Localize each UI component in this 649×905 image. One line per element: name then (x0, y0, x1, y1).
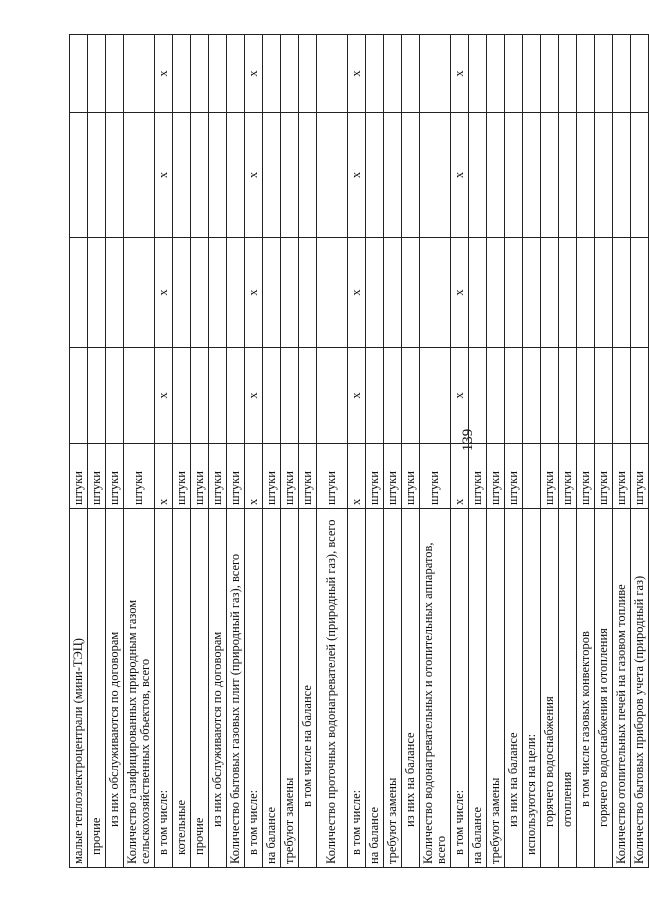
row-label: из них на балансе (505, 509, 523, 868)
unit-cell: штуки (263, 444, 281, 509)
value-cell (420, 238, 451, 348)
row-label: в том числе на балансе (299, 509, 317, 868)
table-row (402, 35, 420, 868)
value-cell (281, 113, 299, 238)
value-cell (88, 35, 106, 113)
table-row (595, 35, 613, 868)
value-cell: x (245, 35, 263, 113)
value-cell: x (348, 113, 366, 238)
value-cell (366, 348, 384, 444)
value-cell (124, 348, 155, 444)
value-cell (505, 113, 523, 238)
value-cell: x (245, 348, 263, 444)
rotated-table-container (69, 35, 646, 868)
value-cell (523, 238, 541, 348)
value-cell (263, 35, 281, 113)
row-label: Количество бытовых газовых плит (природный газ), всего (227, 509, 245, 868)
value-cell (577, 35, 595, 113)
row-label: Количество водонагревательных и отопительных аппаратов, всего (420, 509, 451, 868)
value-cell (227, 238, 245, 348)
row-label: отопления (559, 509, 577, 868)
value-cell (384, 348, 402, 444)
value-cell (173, 35, 191, 113)
table-row (613, 35, 631, 868)
row-label: требуют замены (281, 509, 299, 868)
value-cell (281, 348, 299, 444)
unit-cell: штуки (469, 444, 487, 509)
unit-cell: штуки (420, 444, 451, 509)
value-cell (613, 238, 631, 348)
value-cell (317, 113, 348, 238)
value-cell (487, 113, 505, 238)
value-cell (631, 238, 649, 348)
value-cell (613, 35, 631, 113)
table-row (227, 35, 245, 868)
value-cell (227, 35, 245, 113)
table-row (631, 35, 649, 868)
value-cell (366, 113, 384, 238)
table-row (541, 35, 559, 868)
unit-cell: штуки (402, 444, 420, 509)
value-cell (366, 238, 384, 348)
value-cell (263, 238, 281, 348)
value-cell (469, 35, 487, 113)
value-cell (106, 113, 124, 238)
value-cell: x (155, 348, 173, 444)
unit-cell: штуки (384, 444, 402, 509)
table-row (106, 35, 124, 868)
row-label: в том числе: (348, 509, 366, 868)
table-row (281, 35, 299, 868)
value-cell: x (348, 348, 366, 444)
table-row (577, 35, 595, 868)
value-cell: x (155, 113, 173, 238)
value-cell (384, 113, 402, 238)
row-label: используются на цели: (523, 509, 541, 868)
table-row (317, 35, 348, 868)
unit-cell: штуки (191, 444, 209, 509)
value-cell (420, 348, 451, 444)
value-cell (124, 113, 155, 238)
unit-cell: x (245, 444, 263, 509)
value-cell (366, 35, 384, 113)
unit-cell: штуки (505, 444, 523, 509)
value-cell (209, 113, 227, 238)
row-label: в том числе: (245, 509, 263, 868)
value-cell (173, 348, 191, 444)
row-label: Количество проточных водонагревателей (природный газ), всего (317, 509, 348, 868)
value-cell (70, 113, 88, 238)
value-cell (595, 113, 613, 238)
value-cell (317, 348, 348, 444)
row-label: горячего водоснабжения и отопления (595, 509, 613, 868)
table-row (469, 35, 487, 868)
value-cell (577, 113, 595, 238)
value-cell: x (451, 238, 469, 348)
row-label: из них на балансе (402, 509, 420, 868)
row-label: Количество газифицированных природным газом сельскохозяйственных объектов, всего (124, 509, 155, 868)
value-cell (559, 113, 577, 238)
value-cell (384, 35, 402, 113)
value-cell (299, 35, 317, 113)
value-cell (191, 348, 209, 444)
row-label: котельные (173, 509, 191, 868)
unit-cell: штуки (577, 444, 595, 509)
table-row (173, 35, 191, 868)
table-row (124, 35, 155, 868)
unit-cell: штуки (88, 444, 106, 509)
value-cell (595, 238, 613, 348)
value-cell (70, 35, 88, 113)
row-label: в том числе газовых конвекторов (577, 509, 595, 868)
value-cell (124, 35, 155, 113)
value-cell (420, 113, 451, 238)
value-cell (317, 35, 348, 113)
value-cell (227, 113, 245, 238)
table-row (245, 35, 263, 868)
row-label: прочие (88, 509, 106, 868)
value-cell (88, 238, 106, 348)
value-cell (487, 348, 505, 444)
row-label: требуют замены (384, 509, 402, 868)
value-cell (106, 238, 124, 348)
table-row (505, 35, 523, 868)
value-cell (173, 113, 191, 238)
value-cell (595, 35, 613, 113)
value-cell: x (348, 238, 366, 348)
table-row (523, 35, 541, 868)
unit-cell: штуки (541, 444, 559, 509)
value-cell (317, 238, 348, 348)
value-cell (191, 238, 209, 348)
value-cell (505, 238, 523, 348)
value-cell (402, 35, 420, 113)
value-cell (402, 238, 420, 348)
unit-cell: штуки (106, 444, 124, 509)
value-cell: x (245, 238, 263, 348)
value-cell: x (451, 113, 469, 238)
row-label: требуют замены (487, 509, 505, 868)
unit-cell: штуки (124, 444, 155, 509)
value-cell (88, 348, 106, 444)
unit-cell: штуки (487, 444, 505, 509)
value-cell (541, 35, 559, 113)
unit-cell: штуки (173, 444, 191, 509)
row-label: Количество отопительных печей на газовом топливе (613, 509, 631, 868)
value-cell (191, 35, 209, 113)
value-cell (281, 35, 299, 113)
unit-cell (523, 444, 541, 509)
unit-cell: штуки (317, 444, 348, 509)
unit-cell: штуки (613, 444, 631, 509)
value-cell (70, 238, 88, 348)
value-cell (541, 238, 559, 348)
unit-cell: штуки (559, 444, 577, 509)
table-row (191, 35, 209, 868)
value-cell (281, 238, 299, 348)
value-cell (263, 113, 281, 238)
value-cell (487, 238, 505, 348)
row-label: на балансе (469, 509, 487, 868)
value-cell: x (348, 35, 366, 113)
value-cell (487, 35, 505, 113)
value-cell (613, 113, 631, 238)
row-label: в том числе: (451, 509, 469, 868)
value-cell (70, 348, 88, 444)
unit-cell: x (155, 444, 173, 509)
table-row (487, 35, 505, 868)
value-cell (631, 35, 649, 113)
row-label: горячего водоснабжения (541, 509, 559, 868)
value-cell: x (451, 35, 469, 113)
row-label: в том числе: (155, 509, 173, 868)
unit-cell: штуки (70, 444, 88, 509)
value-cell (541, 348, 559, 444)
table-row (348, 35, 366, 868)
row-label: на балансе (366, 509, 384, 868)
value-cell (209, 348, 227, 444)
value-cell (577, 238, 595, 348)
table-row (263, 35, 281, 868)
row-label: из них обслуживаются по договорам (106, 509, 124, 868)
value-cell (124, 238, 155, 348)
row-label: прочие (191, 509, 209, 868)
value-cell (505, 35, 523, 113)
value-cell (523, 348, 541, 444)
value-cell (299, 348, 317, 444)
value-cell (613, 348, 631, 444)
value-cell (505, 348, 523, 444)
value-cell (469, 348, 487, 444)
table-row (88, 35, 106, 868)
value-cell (631, 113, 649, 238)
value-cell (631, 348, 649, 444)
value-cell (541, 113, 559, 238)
data-table (69, 34, 649, 868)
value-cell: x (245, 113, 263, 238)
value-cell: x (155, 35, 173, 113)
value-cell (106, 35, 124, 113)
value-cell (402, 348, 420, 444)
unit-cell: штуки (299, 444, 317, 509)
unit-cell: штуки (631, 444, 649, 509)
unit-cell: x (451, 444, 469, 509)
value-cell (469, 113, 487, 238)
value-cell (227, 348, 245, 444)
value-cell (299, 238, 317, 348)
value-cell (384, 238, 402, 348)
table-row (420, 35, 451, 868)
table-row (70, 35, 88, 868)
row-label: из них обслуживаются по договорам (209, 509, 227, 868)
value-cell (559, 238, 577, 348)
value-cell (559, 35, 577, 113)
table-row (559, 35, 577, 868)
value-cell (191, 113, 209, 238)
value-cell (595, 348, 613, 444)
row-label: на балансе (263, 509, 281, 868)
value-cell (469, 238, 487, 348)
row-label: малые теплоэлектроцентрали (мини-ТЭЦ) (70, 509, 88, 868)
unit-cell: x (348, 444, 366, 509)
table-row (451, 35, 469, 868)
value-cell (88, 113, 106, 238)
value-cell: x (451, 348, 469, 444)
page-number: 139 (460, 428, 476, 452)
value-cell (299, 113, 317, 238)
unit-cell: штуки (366, 444, 384, 509)
table-row (299, 35, 317, 868)
value-cell (173, 238, 191, 348)
table-row (209, 35, 227, 868)
table-body (70, 35, 649, 868)
row-label: Количество бытовых приборов учета (природный газ) (631, 509, 649, 868)
value-cell (523, 35, 541, 113)
unit-cell: штуки (595, 444, 613, 509)
value-cell: x (155, 238, 173, 348)
value-cell (209, 35, 227, 113)
table-row (155, 35, 173, 868)
unit-cell: штуки (209, 444, 227, 509)
value-cell (523, 113, 541, 238)
unit-cell: штуки (281, 444, 299, 509)
value-cell (106, 348, 124, 444)
unit-cell: штуки (227, 444, 245, 509)
value-cell (559, 348, 577, 444)
value-cell (420, 35, 451, 113)
value-cell (263, 348, 281, 444)
value-cell (402, 113, 420, 238)
value-cell (209, 238, 227, 348)
table-row (366, 35, 384, 868)
table-row (384, 35, 402, 868)
value-cell (577, 348, 595, 444)
